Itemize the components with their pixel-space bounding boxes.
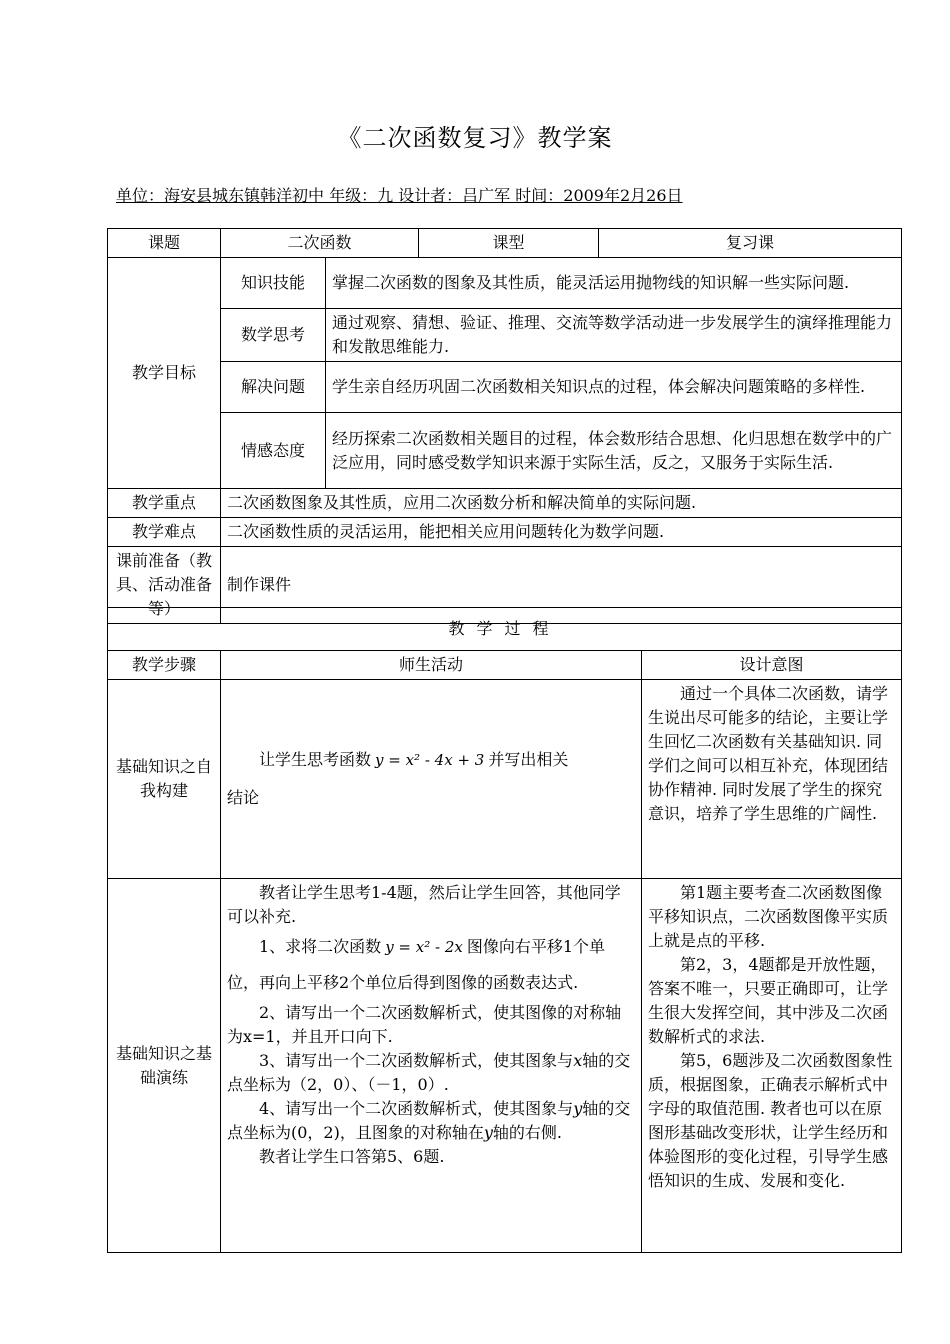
- step-self-construct: 基础知识之自我构建: [108, 680, 221, 879]
- subject-label: 课题: [108, 229, 221, 258]
- type-value: 复习课: [599, 229, 902, 258]
- info-table: [107, 228, 902, 624]
- intent-basic-practice: 第1题主要考查二次函数图像平移知识点，二次函数图像平实质上就是点的平移. 第2，3，4题都是开放性题，答案不唯一，只要正确即可，让学生很大发挥空间，其中涉及二次函数解析式的求法. 第5，6题涉及二次函数图象性质，根据图象，正确表示解析式中字母的取值范围. 教者也可以在原图形基础改变形状，让学生经历和体验图形的变化过程，引导学生感悟知识的生成、发展和变化.: [642, 879, 902, 1253]
- process-table: [107, 607, 902, 1253]
- intro-text: 教者让学生思考1-4题，然后让学生回答，其他同学可以补充.: [227, 883, 621, 926]
- goals-label: 教学目标: [108, 258, 221, 489]
- question-1: 1、求将二次函数 y = x² - 2x 图像向右平移1个单位，再向上平移2个单位后得到图像的函数表达式.: [227, 937, 606, 992]
- question-2: 2、请写出一个二次函数解析式，使其图像的对称轴为x=1，并且开口向下.: [227, 1003, 622, 1046]
- intent-self-construct: 通过一个具体二次函数，请学生说出尽可能多的结论，主要让学生回忆二次函数有关基础知识. 同学们之间可以相互补充，体现团结协作精神. 同时发展了学生的探究意识，培养了学生思维的广阔性.: [642, 680, 902, 879]
- step-basic-practice: 基础知识之基础演练: [108, 879, 221, 1253]
- prep-label: 课前准备（教具、活动准备等）: [108, 547, 221, 624]
- goal-text: 学生亲自经历巩固二次函数相关知识点的过程，体会解决问题策略的多样性.: [326, 362, 902, 413]
- process-title: 教学过程: [108, 608, 902, 651]
- key-point-text: 二次函数图象及其性质，应用二次函数分析和解决简单的实际问题.: [221, 489, 902, 518]
- goal-name: 解决问题: [221, 362, 326, 413]
- goal-name: 知识技能: [221, 258, 326, 309]
- document-meta: 单位：海安县城东镇韩洋初中 年级：九 设计者：吕广军 时间：2009年2月26日: [116, 186, 683, 205]
- key-point-label: 教学重点: [108, 489, 221, 518]
- goal-name: 数学思考: [221, 309, 326, 362]
- formula: y = x² - 2x: [385, 938, 463, 956]
- formula: y = x² - 4x + 3: [375, 751, 485, 769]
- type-label: 课型: [419, 229, 599, 258]
- goal-text: 掌握二次函数的图象及其性质，能灵活运用抛物线的知识解一些实际问题.: [326, 258, 902, 309]
- activity-basic-practice: [221, 879, 642, 1253]
- question-4: 4、请写出一个二次函数解析式，使其图象与y轴的交点坐标为(0，2)，且图象的对称轴在y轴的右侧.: [227, 1099, 631, 1142]
- question-3: 3、请写出一个二次函数解析式，使其图象与x轴的交点坐标为（2，0）、（－1，0）.: [227, 1051, 631, 1094]
- document-title: 《二次函数复习》教学案: [337, 124, 613, 152]
- column-header-step: 教学步骤: [108, 651, 221, 680]
- subject-value: 二次函数: [221, 229, 419, 258]
- prep-text: 制作课件: [221, 547, 902, 624]
- difficult-point-label: 教学难点: [108, 518, 221, 547]
- goal-text: 经历探索二次函数相关题目的过程，体会数形结合思想、化归思想在数学中的广泛应用，同时感受数学知识来源于实际生活，反之，又服务于实际生活.: [326, 413, 902, 489]
- goal-name: 情感态度: [221, 413, 326, 489]
- column-header-activity: 师生活动: [221, 651, 642, 680]
- goal-text: 通过观察、猜想、验证、推理、交流等数学活动进一步发展学生的演绎推理能力和发散思维能力.: [326, 309, 902, 362]
- outro-text: 教者让学生口答第5、6题.: [259, 1147, 445, 1166]
- column-header-intent: 设计意图: [642, 651, 902, 680]
- activity-self-construct: 让学生思考函数 y = x² - 4x + 3 并写出相关 结论: [221, 680, 642, 879]
- difficult-point-text: 二次函数性质的灵活运用，能把相关应用问题转化为数学问题.: [221, 518, 902, 547]
